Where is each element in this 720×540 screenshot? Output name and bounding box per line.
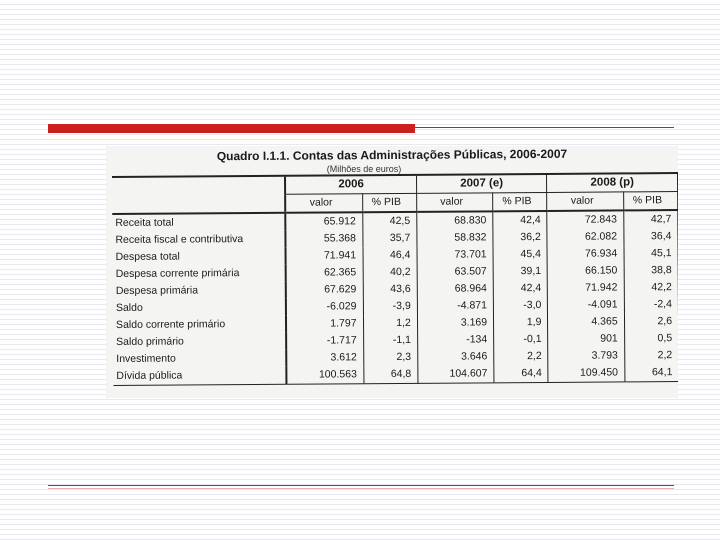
cell-pib-2006: 35,7	[362, 230, 416, 247]
cell-pib-2007: 64,4	[494, 365, 548, 383]
cell-pib-2006: -3,9	[363, 298, 417, 315]
table-subtitle: (Milhões de euros)	[326, 164, 402, 174]
cell-valor-2008: 71.942	[585, 281, 618, 294]
col-header-valor: valor	[416, 193, 492, 212]
cell-valor-2006: 1.797	[286, 315, 363, 333]
cell-pib-2007: 42,4	[493, 211, 547, 229]
cell-valor-2006: 62.365	[286, 264, 363, 282]
cell-pib-2007: 39,1	[493, 263, 547, 280]
cell-pib-2008: 2,6	[624, 313, 678, 330]
row-label: Despesa primária	[115, 284, 199, 297]
cell-pib-2006: 43,6	[363, 281, 417, 298]
cell-valor-2007: 68.964	[454, 282, 487, 295]
cell-valor-2008: 4.365	[591, 315, 618, 328]
table-title: Quadro I.1.1. Contas das Administrações Públicas, 2006-2007	[216, 146, 568, 164]
cell-pib-2006: 40,2	[363, 264, 417, 281]
accounts-table	[112, 172, 678, 386]
row-label: Investimento	[116, 352, 176, 365]
year-header: 2007 (e)	[416, 174, 547, 193]
cell-valor-2008: 3.793	[591, 349, 618, 362]
cell-pib-2006: 1,2	[363, 315, 417, 332]
cell-valor-2006: 100.563	[287, 366, 364, 384]
cell-valor-2008: 62.082	[584, 230, 618, 243]
cell-valor-2007: 73.701	[454, 248, 487, 261]
cell-valor-2007: 68.830	[454, 214, 487, 227]
cell-pib-2007: 2,2	[494, 348, 548, 365]
cell-valor-2006: -6.029	[286, 298, 363, 316]
row-label: Saldo	[115, 301, 143, 314]
cell-valor-2006: 55.368	[286, 230, 363, 248]
cell-pib-2008: 42,7	[623, 210, 678, 228]
cell-valor-2008: 901	[600, 332, 618, 345]
top-accent-line	[415, 127, 674, 128]
row-label: Dívida pública	[113, 367, 286, 386]
bottom-accent-line	[48, 485, 674, 486]
cell-pib-2007: 36,2	[493, 229, 547, 246]
cell-pib-2006: 2,3	[363, 349, 417, 366]
bottom-accent-line-secondary	[48, 488, 674, 489]
cell-valor-2007: 3.169	[460, 316, 488, 329]
cell-valor-2008: 76.934	[584, 247, 618, 260]
col-header-pib: % PIB	[493, 192, 547, 211]
cell-pib-2007: -0,1	[494, 331, 548, 348]
cell-valor-2008: 109.450	[548, 364, 624, 382]
scanned-table-image	[106, 146, 678, 398]
col-header-valor: valor	[285, 194, 362, 213]
cell-pib-2008: 2,2	[624, 347, 678, 364]
cell-valor-2007: 58.832	[454, 231, 487, 244]
cell-valor-2007: 104.607	[418, 365, 494, 383]
row-label: Receita total	[115, 216, 174, 229]
header-corner	[112, 176, 285, 196]
cell-valor-2006: 3.612	[287, 349, 364, 367]
row-label: Saldo corrente primário	[115, 318, 226, 331]
col-header-pib: % PIB	[623, 192, 678, 211]
cell-valor-2007: 3.646	[461, 350, 488, 363]
cell-valor-2008: -4.091	[587, 298, 618, 311]
cell-pib-2007: 42,4	[493, 280, 547, 297]
cell-valor-2007: 63.507	[454, 265, 487, 278]
header-label-blank	[112, 194, 285, 214]
cell-pib-2006: 42,5	[362, 212, 416, 230]
cell-pib-2007: -3,0	[493, 297, 547, 314]
cell-valor-2006: -1.717	[286, 332, 363, 350]
year-header: 2006	[285, 175, 416, 194]
cell-valor-2007: -134	[466, 333, 488, 346]
cell-valor-2006: 71.941	[286, 247, 363, 265]
cell-valor-2007: -4.871	[457, 299, 488, 312]
row-label: Despesa corrente primária	[115, 267, 240, 280]
cell-pib-2008: 36,4	[623, 228, 678, 245]
cell-pib-2006: 46,4	[363, 247, 417, 264]
row-label: Despesa total	[115, 250, 180, 263]
col-header-valor: valor	[547, 192, 623, 211]
cell-pib-2006: -1,1	[363, 332, 417, 349]
row-label: Saldo primário	[116, 335, 184, 348]
row-label: Receita fiscal e contributiva	[115, 233, 244, 246]
cell-pib-2008: 42,2	[624, 279, 678, 296]
cell-pib-2008: 45,1	[624, 245, 678, 262]
cell-valor-2006: 67.629	[286, 281, 363, 299]
cell-pib-2008: 64,1	[624, 364, 678, 382]
cell-pib-2008: 0,5	[624, 330, 678, 347]
cell-pib-2007: 1,9	[494, 314, 548, 331]
cell-valor-2006: 65.912	[286, 212, 363, 231]
year-header: 2008 (p)	[547, 173, 678, 192]
cell-pib-2006: 64,8	[363, 366, 417, 384]
cell-pib-2008: 38,8	[624, 262, 678, 279]
cell-pib-2007: 45,4	[493, 246, 547, 263]
cell-valor-2008: 66.150	[585, 264, 618, 277]
col-header-pib: % PIB	[362, 193, 416, 212]
table-row	[113, 364, 678, 385]
cell-valor-2008: 72.843	[584, 213, 617, 226]
top-accent-bar	[48, 124, 415, 133]
cell-pib-2008: -2,4	[624, 296, 678, 313]
